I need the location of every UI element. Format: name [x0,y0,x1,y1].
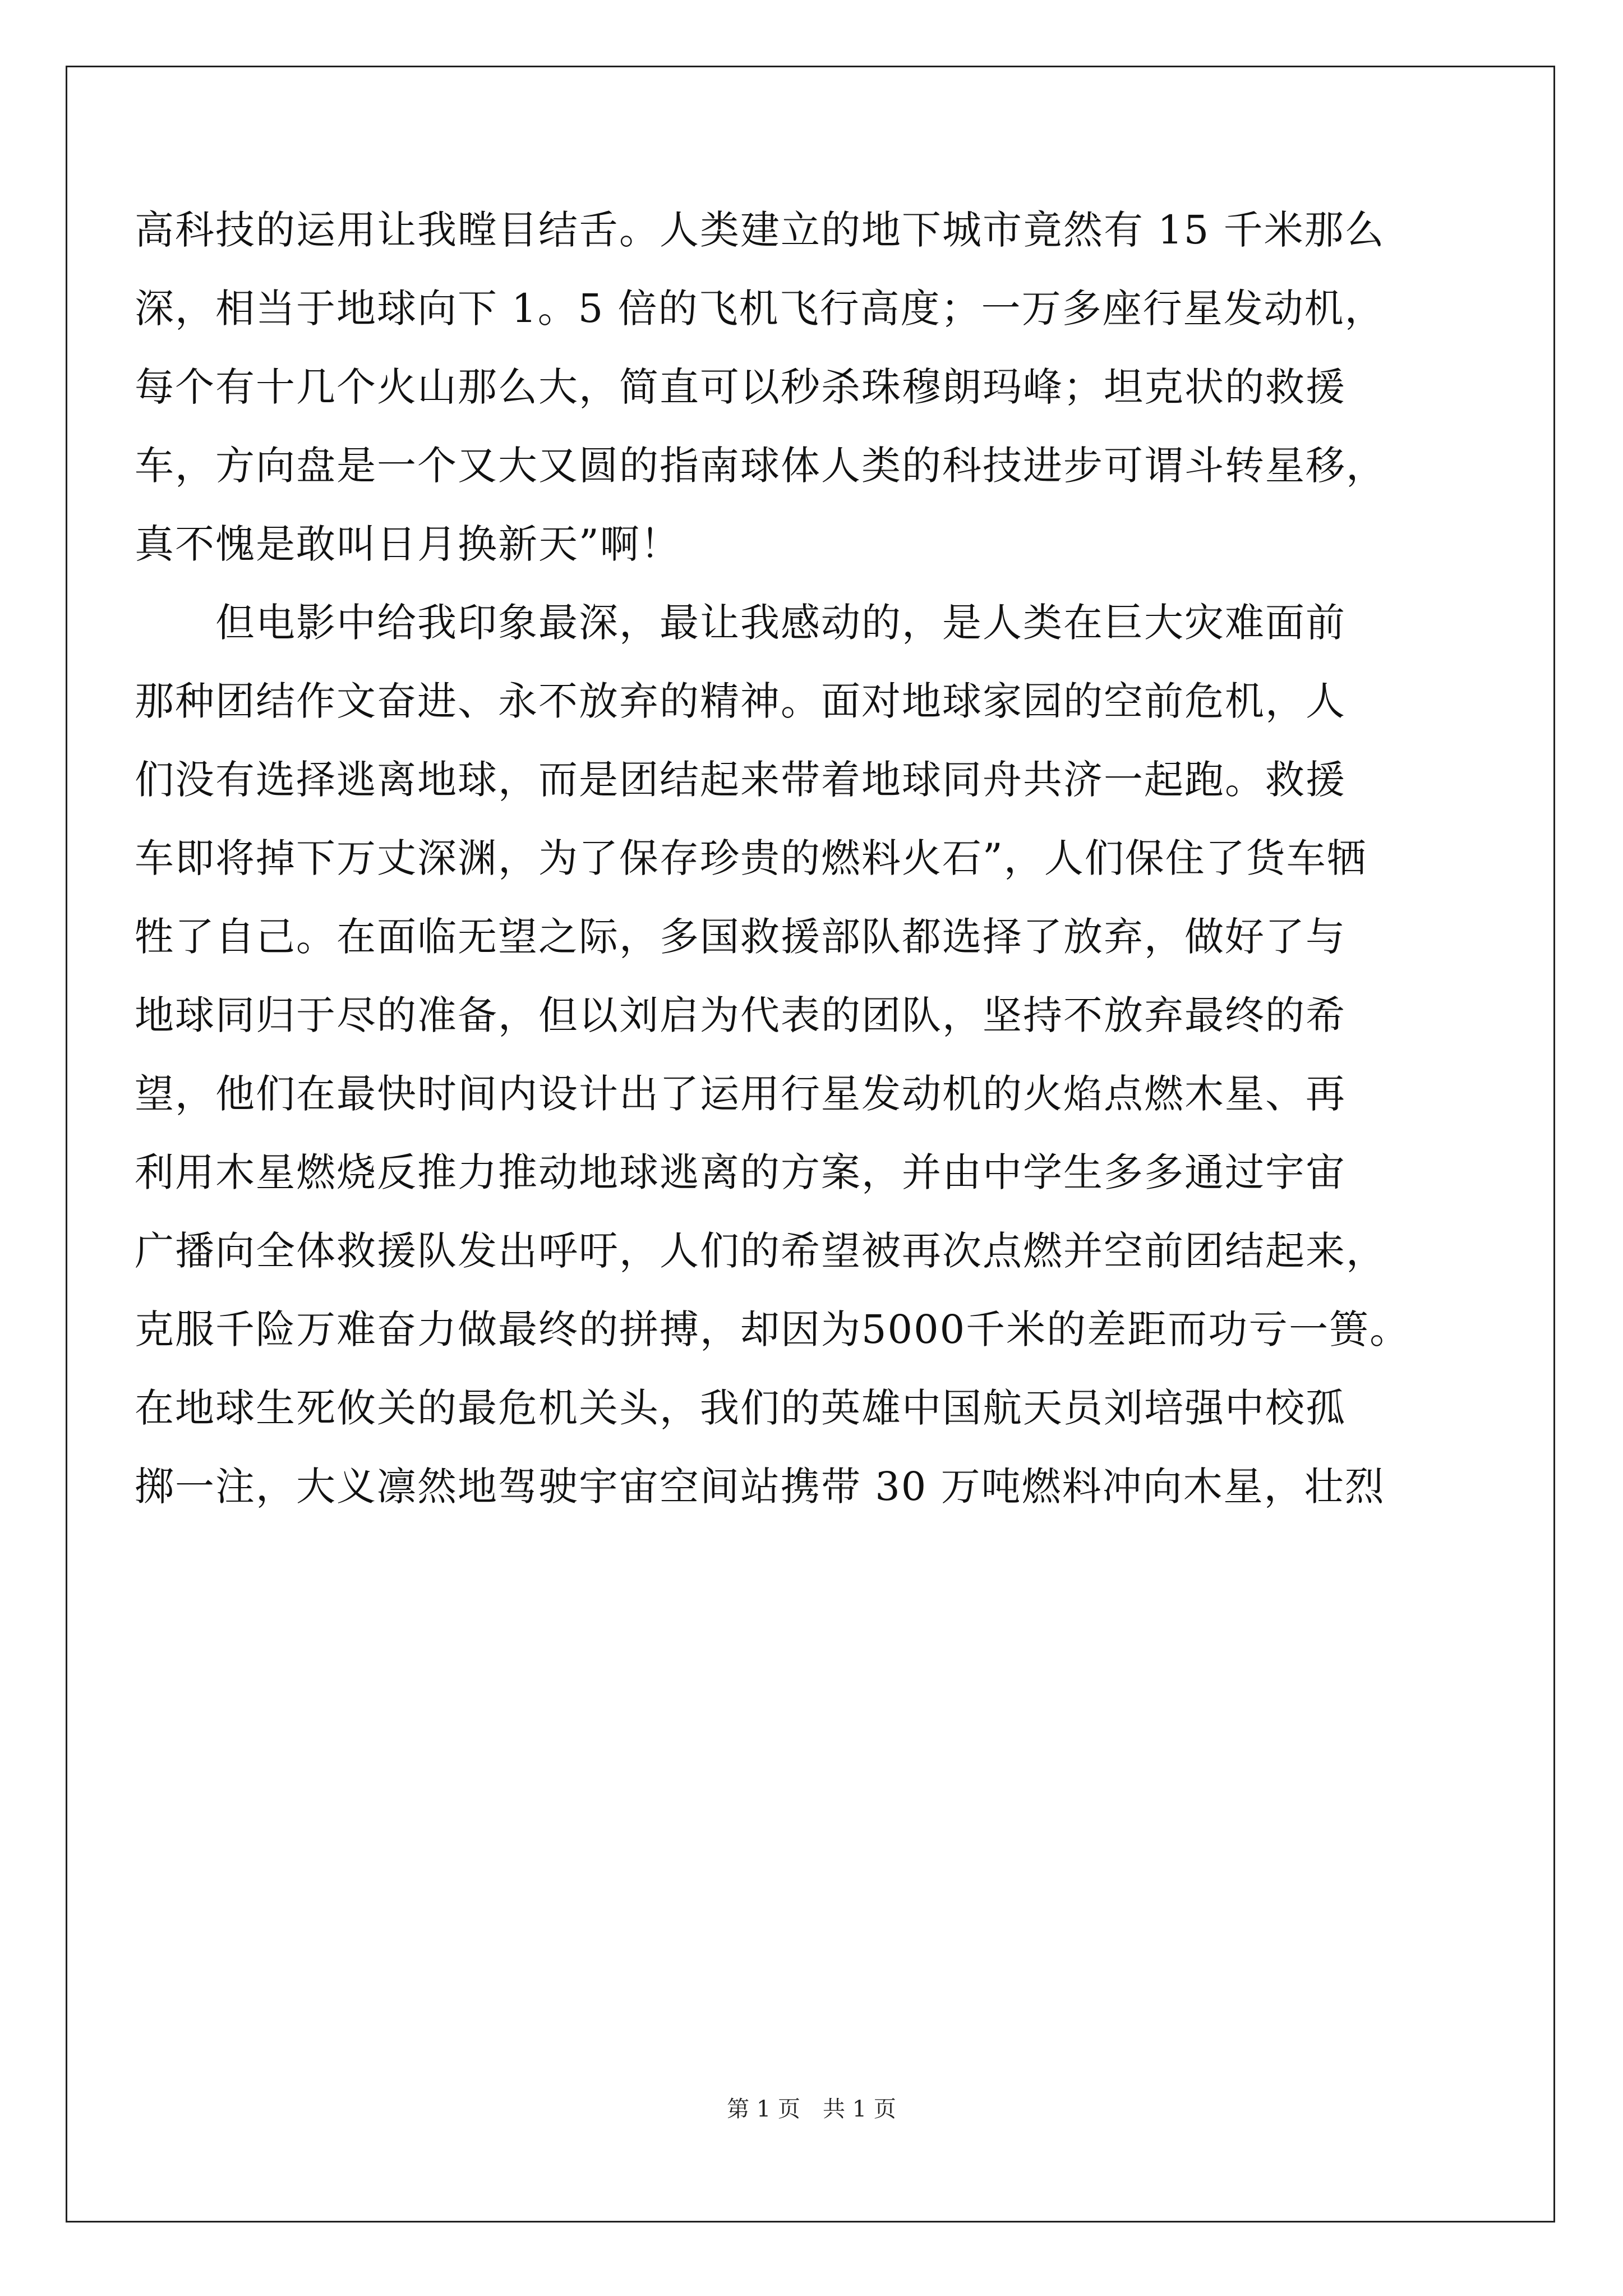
text-line: 车，方向盘是一个又大又圆的指南球体人类的科技进步可谓斗转星移， [135,443,1386,489]
text-line: 克服千险万难奋力做最终的拼搏，却因为5000千米的差距而功亏一篑。 [135,1306,1410,1352]
text-line: 望，他们在最快时间内设计出了运用行星发动机的火焰点燃木星、再 [135,1071,1346,1117]
text-line: 高科技的运用让我瞠目结舌。人类建立的地下城市竟然有 15 千米那么 [135,207,1385,253]
text-line: 牲了自己。在面临无望之际，多国救援部队都选择了放弃，做好了与 [135,914,1346,960]
text-line: 每个有十几个火山那么大，简直可以秒杀珠穆朗玛峰；坦克状的救援 [135,364,1346,410]
text-line: 掷一注，大义凛然地驾驶宇宙空间站携带 30 万吨燃料冲向木星，壮烈 [135,1464,1385,1510]
text-line: 地球同归于尽的准备，但以刘启为代表的团队，坚持不放弃最终的希 [135,992,1346,1038]
text-line: 那种团结作文奋进、永不放弃的精神。面对地球家园的空前危机，人 [135,678,1346,724]
text-line: 广播向全体救援队发出呼吁，人们的希望被再次点燃并空前团结起来， [135,1228,1386,1274]
paragraph-start-line: 但电影中给我印象最深，最让我感动的，是人类在巨大灾难面前 [135,600,1346,646]
text-line: 车即将掉下万丈深渊，为了保存珍贵的燃料火石”，人们保住了货车牺 [135,835,1367,881]
text-line: 利用木星燃烧反推力推动地球逃离的方案，并由中学生多多通过宇宙 [135,1149,1346,1195]
text-line: 在地球生死攸关的最危机关头，我们的英雄中国航天员刘培强中校孤 [135,1385,1346,1431]
page-number-footer: 第 1 页 共 1 页 [727,2096,896,2122]
text-line: 深，相当于地球向下 1。5 倍的飞机飞行高度；一万多座行星发动机， [135,286,1385,332]
text-line: 们没有选择逃离地球，而是团结起来带着地球同舟共济一起跑。救援 [135,757,1346,803]
text-line: 真不愧是敢叫日月换新天”啊！ [135,521,681,567]
